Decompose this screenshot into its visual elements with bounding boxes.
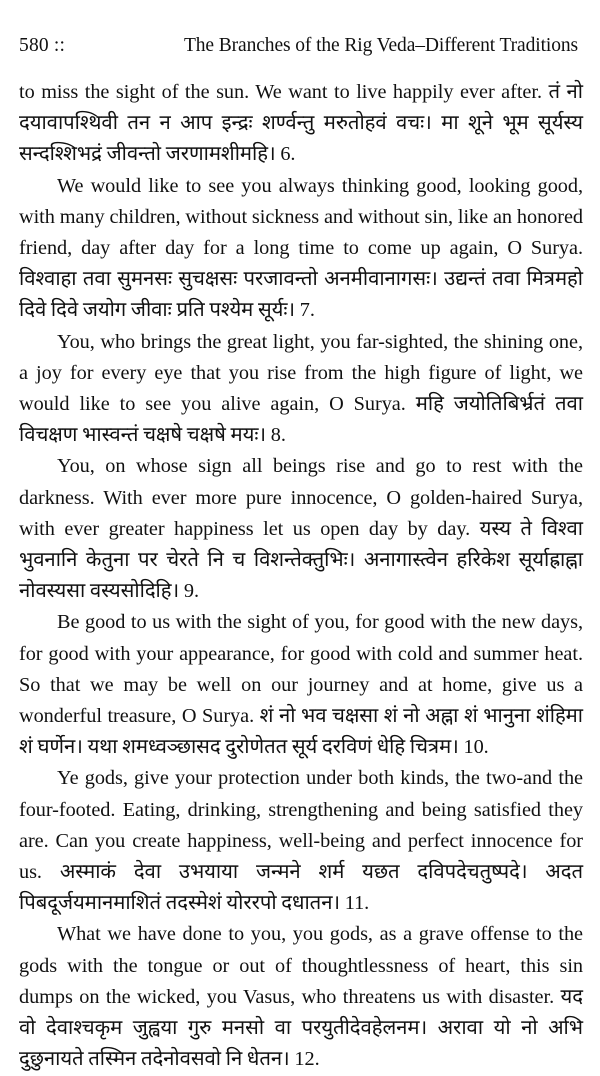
paragraph-verse-11: Ye gods, give your protection under both kinds, the two-and the four-footed. Eating, drinking, strengthening and being satisfied they are. Can you create happiness, well-being and perfect innocence for us. अस्माकं देवा उभयाया जन्मने शर्म यछत दविपदेचतुष्पदे। अदत पिबदूर्जयमानमाशितं तदस्मेशं योररपो दधातन। 11. [19, 767, 583, 915]
page-header [19, 34, 583, 58]
running-title: The Branches of the Rig Veda–Different Traditions [183, 35, 578, 56]
paragraph-verse-9: You, on whose sign all beings rise and go to rest with the darkness. With ever more pure innocence, O golden-haired Surya, with ever greater happiness let us open day by day. यस्य ते विश्वा भुवनानि केतुना पर चेरते नि च विशन्तेक्तुभिः। अनागास्त्वेन हरिकेश सूर्याह्राह्ना नोवस्यसा वस्यसोदिहि। 9. [19, 455, 583, 603]
page-number: 580 :: [19, 35, 66, 56]
paragraph-continued: to miss the sight of the sun. We want to live happily ever after. तं नो दयावापश्थिवी तन न आप इन्द्रः शर्ण्वन्तु मरुतोहवं वचः। मा शूने भूम सूर्यस्य सन्दश्शिभद्रं जीवन्तो जरणामशीमहि। 6. [19, 81, 583, 166]
paragraph-verse-10: Be good to us with the sight of you, for good with the new days, for good with your appearance, for good with cold and summer heat. So that we may be well on our journey and at home, give us a wonderful treasure, O Surya. शं नो भव चक्षसा शं नो अह्ना शं भानुना शंहिमा शं घर्णेन। यथा शमध्वञ्छासद दुरोणेतत सूर्य दरविणं धेहि चित्रम। 10. [19, 611, 583, 759]
paragraph-verse-8: You, who brings the great light, you far-sighted, the shining one, a joy for every eye that you rise from the high figure of light, we would like to see you alive again, O Surya. महि जयोतिबिर्भ्रतं तवा विचक्षण भास्वन्तं चक्षषे चक्षषे मयः। 8. [19, 330, 583, 447]
paragraph-verse-7: We would like to see you always thinking good, looking good, with many children, without sickness and without sin, like an honored friend, day after day for a long time to come up again, O Surya. विश्वाहा तवा सुमनसः सुचक्षसः परजावन्तो अनमीवानागसः। उद्यन्तं तवा मित्रमहो दिवे दिवे जयोग जीवाः प्रति पश्येम सूर्यः। 7. [19, 174, 583, 322]
page-body [19, 77, 583, 1076]
paragraph-verse-12: What we have done to you, you gods, as a grave offense to the gods with the tongue or out of thoughtlessness of heart, this sin dumps on the wicked, you Vasus, who threatens us with disaster. यद वो देवाश्चकृम जुह्वया गुरु मनसो वा परयुतीदेवहेलनम। अरावा यो नो अभि दुछुनायते तस्मिन तदेनोवसवो नि धेतन। 12. [19, 923, 583, 1071]
